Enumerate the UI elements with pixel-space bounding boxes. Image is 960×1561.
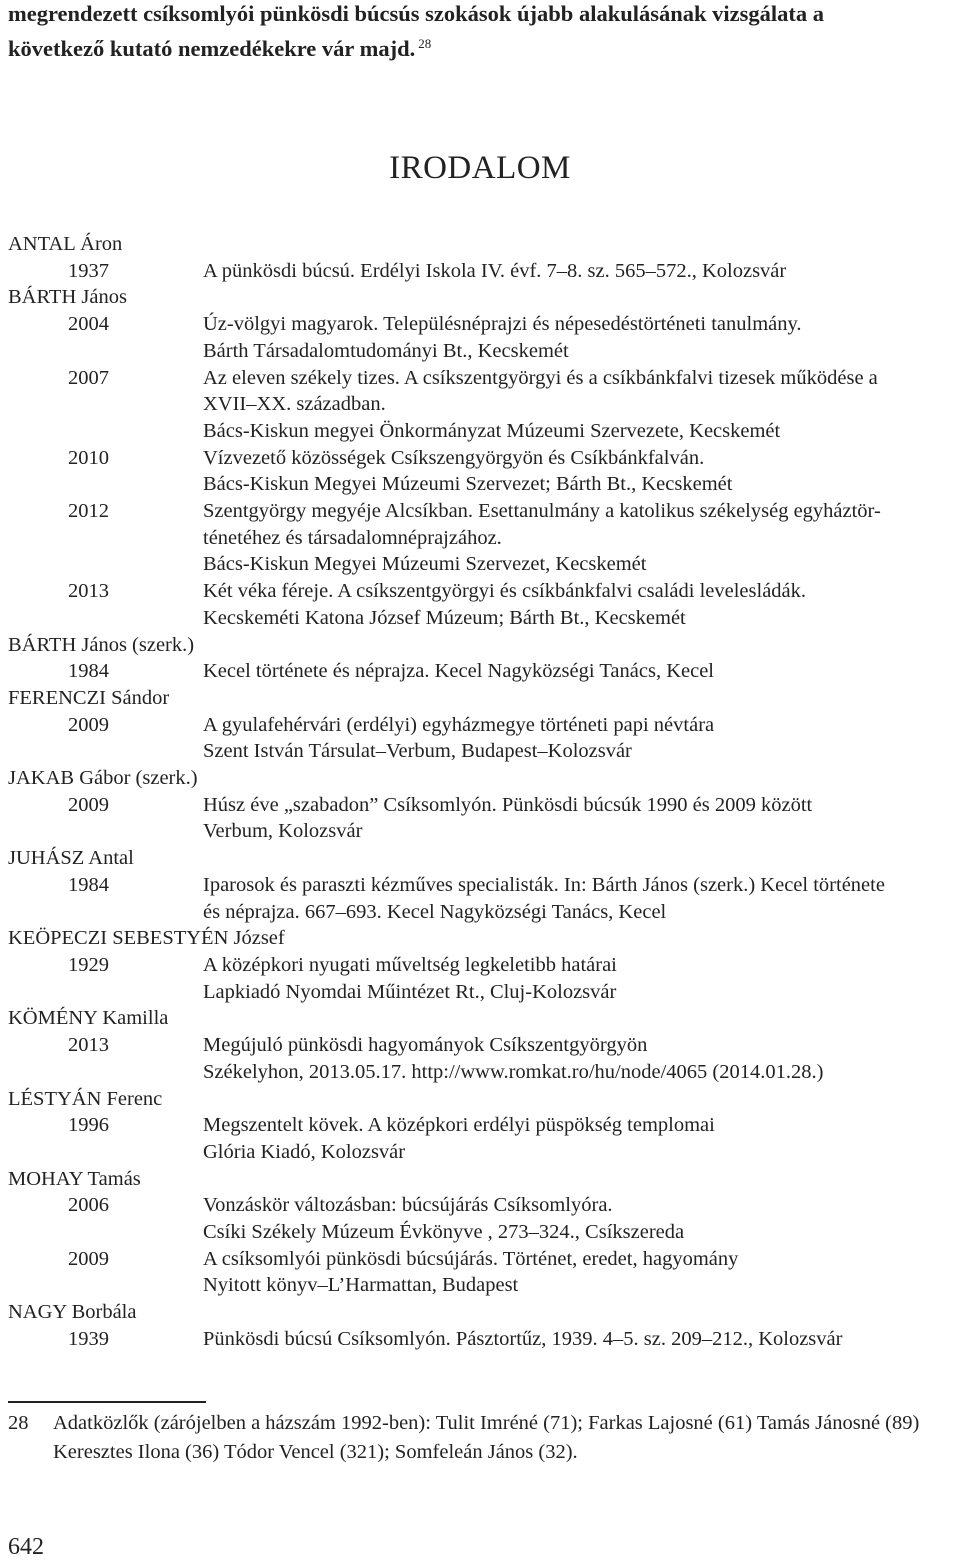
intro-paragraph xyxy=(8,0,958,64)
bibliography-author: JAKAB Gábor (szerk.) xyxy=(8,767,198,790)
bibliography-entry xyxy=(0,498,960,578)
entry-line: Húsz éve „szabadon” Csíksomlyón. Pünkösdi búcsúk 1990 és 2009 között xyxy=(203,793,813,816)
bibliography-list xyxy=(0,231,960,1353)
entry-line: Az eleven székely tizes. A csíkszentgyörgyi és a csíkbánkfalvi tizesek működése a xyxy=(203,366,878,389)
entry-line: Kecel története és néprajza. Kecel Nagyközségi Tanács, Kecel xyxy=(203,660,714,683)
bibliography-author: ANTAL Áron xyxy=(8,233,123,255)
bibliography-author: FERENCZI Sándor xyxy=(8,686,170,709)
section-heading: IRODALOM xyxy=(389,150,571,186)
bibliography-entry xyxy=(0,952,960,1005)
bibliography-entry xyxy=(0,1326,960,1353)
entry-year: 2013 xyxy=(68,1034,109,1057)
entry-line: Nyitott könyv–L’Harmattan, Budapest xyxy=(203,1274,519,1297)
bibliography-author: KÖMÉNY Kamilla xyxy=(8,1007,169,1030)
entry-line: Bárth Társadalomtudományi Bt., Kecskemét xyxy=(203,339,569,362)
bibliography-author: LÉSTYÁN Ferenc xyxy=(8,1087,163,1110)
entry-year: 2009 xyxy=(68,1247,109,1270)
entry-line: Bács-Kiskun megyei Önkormányzat Múzeumi Szervezete, Kecskemét xyxy=(203,419,781,442)
entry-year: 1984 xyxy=(68,660,109,683)
intro-line-2 xyxy=(8,29,958,64)
bibliography-entry xyxy=(0,792,960,845)
entry-year: 2007 xyxy=(68,366,109,389)
bibliography-author: JUHÁSZ Antal xyxy=(8,847,134,870)
entry-year: 1939 xyxy=(68,1327,109,1350)
entry-year: 2009 xyxy=(68,793,109,816)
entry-year: 2004 xyxy=(68,313,109,336)
entry-line: A csíksomlyói pünkösdi búcsújárás. Történet, eredet, hagyomány xyxy=(203,1247,739,1270)
entry-line: ténetéhez és társadalomnéprajzához. xyxy=(203,526,502,549)
entry-line: Székelyhon, 2013.05.17. http://www.romkat.ro/hu/node/4065 (2014.01.28.) xyxy=(203,1060,824,1083)
footnote-text: Adatközlők (zárójelben a házszám 1992-ben): Tulit Imréné (71); Farkas Lajosné (61) Tamás Jánosné (89) Keresztes Ilona (36) Tódor Vencel (321); Somfeleán János (32). xyxy=(53,1412,920,1463)
bibliography-entry xyxy=(0,365,960,445)
entry-line: Lapkiadó Nyomdai Műintézet Rt., Cluj-Kolozsvár xyxy=(203,980,617,1003)
entry-text xyxy=(138,712,948,765)
entry-text xyxy=(138,1246,948,1299)
entry-line: Két véka féreje. A csíkszentgyörgyi és csíkbánkfalvi családi levelesládák. xyxy=(203,580,807,603)
intro-line-1: megrendezett csíksomlyói pünkösdi búcsús szokások újabb alakulásának vizsgálata a xyxy=(8,1,824,26)
entry-line: Megszentelt kövek. A középkori erdélyi püspökség templomai xyxy=(203,1114,715,1137)
entry-text xyxy=(138,311,948,364)
entry-text xyxy=(138,658,948,685)
entry-line: Glória Kiadó, Kolozsvár xyxy=(203,1140,406,1163)
entry-line: Bács-Kiskun Megyei Múzeumi Szervezet, Kecskemét xyxy=(203,553,647,576)
entry-text xyxy=(138,1032,948,1085)
entry-text xyxy=(138,365,948,445)
footnote-ref: 28 xyxy=(418,36,432,51)
bibliography-entry xyxy=(0,658,960,685)
bibliography-entry xyxy=(0,578,960,631)
entry-line: Szentgyörgy megyéje Alcsíkban. Esettanulmány a katolikus székelység egyháztör- xyxy=(203,500,881,523)
entry-line: Úz-völgyi magyarok. Településnéprajzi és népesedéstörténeti tanulmány. xyxy=(203,313,802,336)
entry-year: 1929 xyxy=(68,953,109,976)
bibliography-author: NAGY Borbála xyxy=(8,1301,137,1324)
page-number: 642 xyxy=(8,1534,44,1560)
entry-text xyxy=(138,258,948,285)
entry-line: Pünkösdi búcsú Csíksomlyón. Pásztortűz, 1939. 4–5. sz. 209–212., Kolozsvár xyxy=(203,1327,843,1350)
entry-text xyxy=(138,445,948,498)
entry-text xyxy=(138,578,948,631)
bibliography-entry xyxy=(0,1246,960,1299)
entry-text xyxy=(138,952,948,1005)
entry-line: A gyulafehérvári (erdélyi) egyházmegye történeti papi névtára xyxy=(203,713,715,736)
entry-line: Iparosok és paraszti kézműves specialisták. In: Bárth János (szerk.) Kecel története xyxy=(203,873,885,896)
entry-line: Kecskeméti Katona József Múzeum; Bárth Bt., Kecskemét xyxy=(203,606,686,629)
entry-year: 1984 xyxy=(68,873,109,896)
entry-year: 2013 xyxy=(68,580,109,603)
entry-year: 2009 xyxy=(68,713,109,736)
bibliography-entry xyxy=(0,1192,960,1245)
entry-line: Szent István Társulat–Verbum, Budapest–Kolozsvár xyxy=(203,740,632,763)
entry-line: Megújuló pünkösdi hagyományok Csíkszentgyörgyön xyxy=(203,1034,648,1057)
bibliography-author: KEÖPECZI SEBESTYÉN József xyxy=(8,927,285,950)
entry-year: 2010 xyxy=(68,446,109,469)
entry-text xyxy=(138,498,948,578)
entry-year: 2006 xyxy=(68,1194,109,1217)
bibliography-entry xyxy=(0,311,960,364)
footnote-rule xyxy=(8,1401,206,1403)
entry-line: A pünkösdi búcsú. Erdélyi Iskola IV. évf. 7–8. sz. 565–572., Kolozsvár xyxy=(203,259,787,282)
bibliography-entry xyxy=(0,445,960,498)
entry-line: A középkori nyugati műveltség legkeletibb határai xyxy=(203,953,617,976)
entry-year: 1937 xyxy=(68,259,109,282)
entry-line: és néprajza. 667–693. Kecel Nagyközségi Tanács, Kecel xyxy=(203,900,667,923)
entry-line: Vonzáskör változásban: búcsújárás Csíksomlyóra. xyxy=(203,1194,613,1217)
footnote xyxy=(8,1409,958,1467)
bibliography-entry xyxy=(0,1032,960,1085)
footnote-number: 28 xyxy=(8,1412,29,1434)
entry-line: Bács-Kiskun Megyei Múzeumi Szervezet; Bárth Bt., Kecskemét xyxy=(203,473,733,496)
entry-text xyxy=(138,1192,948,1245)
entry-text xyxy=(138,1326,948,1353)
intro-line-2-text: következő kutató nemzedékekre vár majd. xyxy=(8,36,416,61)
entry-line: Verbum, Kolozsvár xyxy=(203,820,363,843)
bibliography-author: BÁRTH János (szerk.) xyxy=(8,633,195,656)
bibliography-author: BÁRTH János xyxy=(8,286,127,309)
bibliography-entry xyxy=(0,258,960,285)
entry-line: Vízvezető közösségek Csíkszengyörgyön és Csíkbánkfalván. xyxy=(203,446,705,469)
bibliography-entry xyxy=(0,1112,960,1165)
entry-line: XVII–XX. században. xyxy=(203,393,386,416)
entry-year: 1996 xyxy=(68,1114,109,1137)
bibliography-author: MOHAY Tamás xyxy=(8,1167,141,1190)
entry-text xyxy=(138,872,948,925)
entry-text xyxy=(138,792,948,845)
bibliography-entry xyxy=(0,712,960,765)
entry-year: 2012 xyxy=(68,500,109,523)
entry-line: Csíki Székely Múzeum Évkönyve , 273–324., Csíkszereda xyxy=(203,1221,685,1244)
entry-text xyxy=(138,1112,948,1165)
bibliography-entry xyxy=(0,872,960,925)
